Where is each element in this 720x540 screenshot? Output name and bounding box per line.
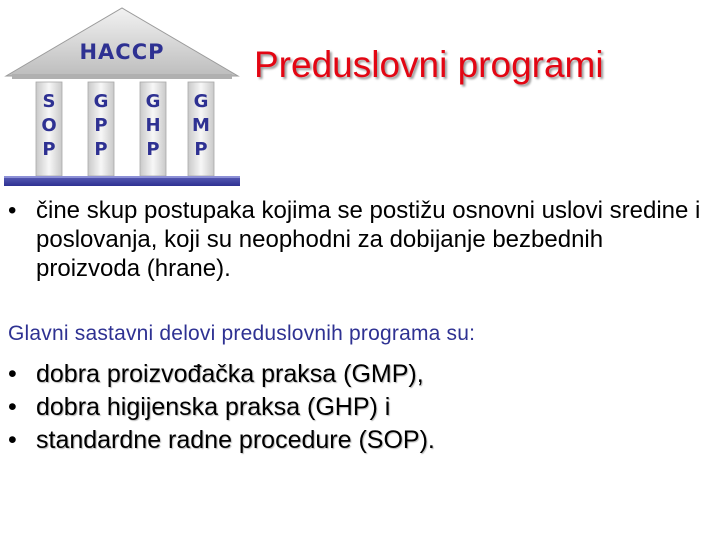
svg-text:M: M	[192, 115, 210, 136]
svg-text:P: P	[146, 139, 160, 160]
bullet-dot: •	[8, 360, 17, 388]
intro-text: čine skup postupaka kojima se postižu osnovni uslovi sredine i poslovanja, koji su neophodni za dobijanje bezbednih proizvoda (hrane).	[36, 197, 701, 282]
svg-text:H: H	[145, 115, 161, 136]
list-item	[8, 391, 435, 424]
logo-pillar-gmp	[188, 82, 214, 176]
bullet-dot: •	[8, 197, 17, 224]
svg-text:P: P	[94, 115, 108, 136]
svg-text:G: G	[193, 91, 209, 112]
intro-paragraph	[8, 196, 708, 283]
program-list	[8, 358, 435, 457]
list-item-text: dobra higijenska praksa (GHP) i	[36, 393, 391, 421]
svg-text:P: P	[94, 139, 108, 160]
svg-text:O: O	[41, 115, 57, 136]
list-item	[8, 424, 435, 457]
list-item-text: standardne radne procedure (SOP).	[36, 426, 435, 454]
subheading: Glavni sastavni delovi preduslovnih programa su:	[8, 322, 476, 345]
svg-text:P: P	[42, 139, 56, 160]
logo-pillar-gpp	[88, 82, 114, 176]
bullet-dot: •	[8, 426, 17, 454]
svg-text:G: G	[93, 91, 109, 112]
bullet-dot: •	[8, 393, 17, 421]
list-item-text: dobra proizvođačka praksa (GMP),	[36, 360, 424, 388]
slide-title: Preduslovni programi	[254, 44, 604, 85]
list-item	[8, 358, 435, 391]
logo-roof-label: HACCP	[79, 40, 165, 64]
svg-text:G: G	[145, 91, 161, 112]
logo-pillar-sop	[36, 82, 62, 176]
logo-pillar-ghp	[140, 82, 166, 176]
svg-text:S: S	[42, 91, 56, 112]
svg-text:P: P	[194, 139, 208, 160]
haccp-pillars-logo	[0, 0, 245, 190]
